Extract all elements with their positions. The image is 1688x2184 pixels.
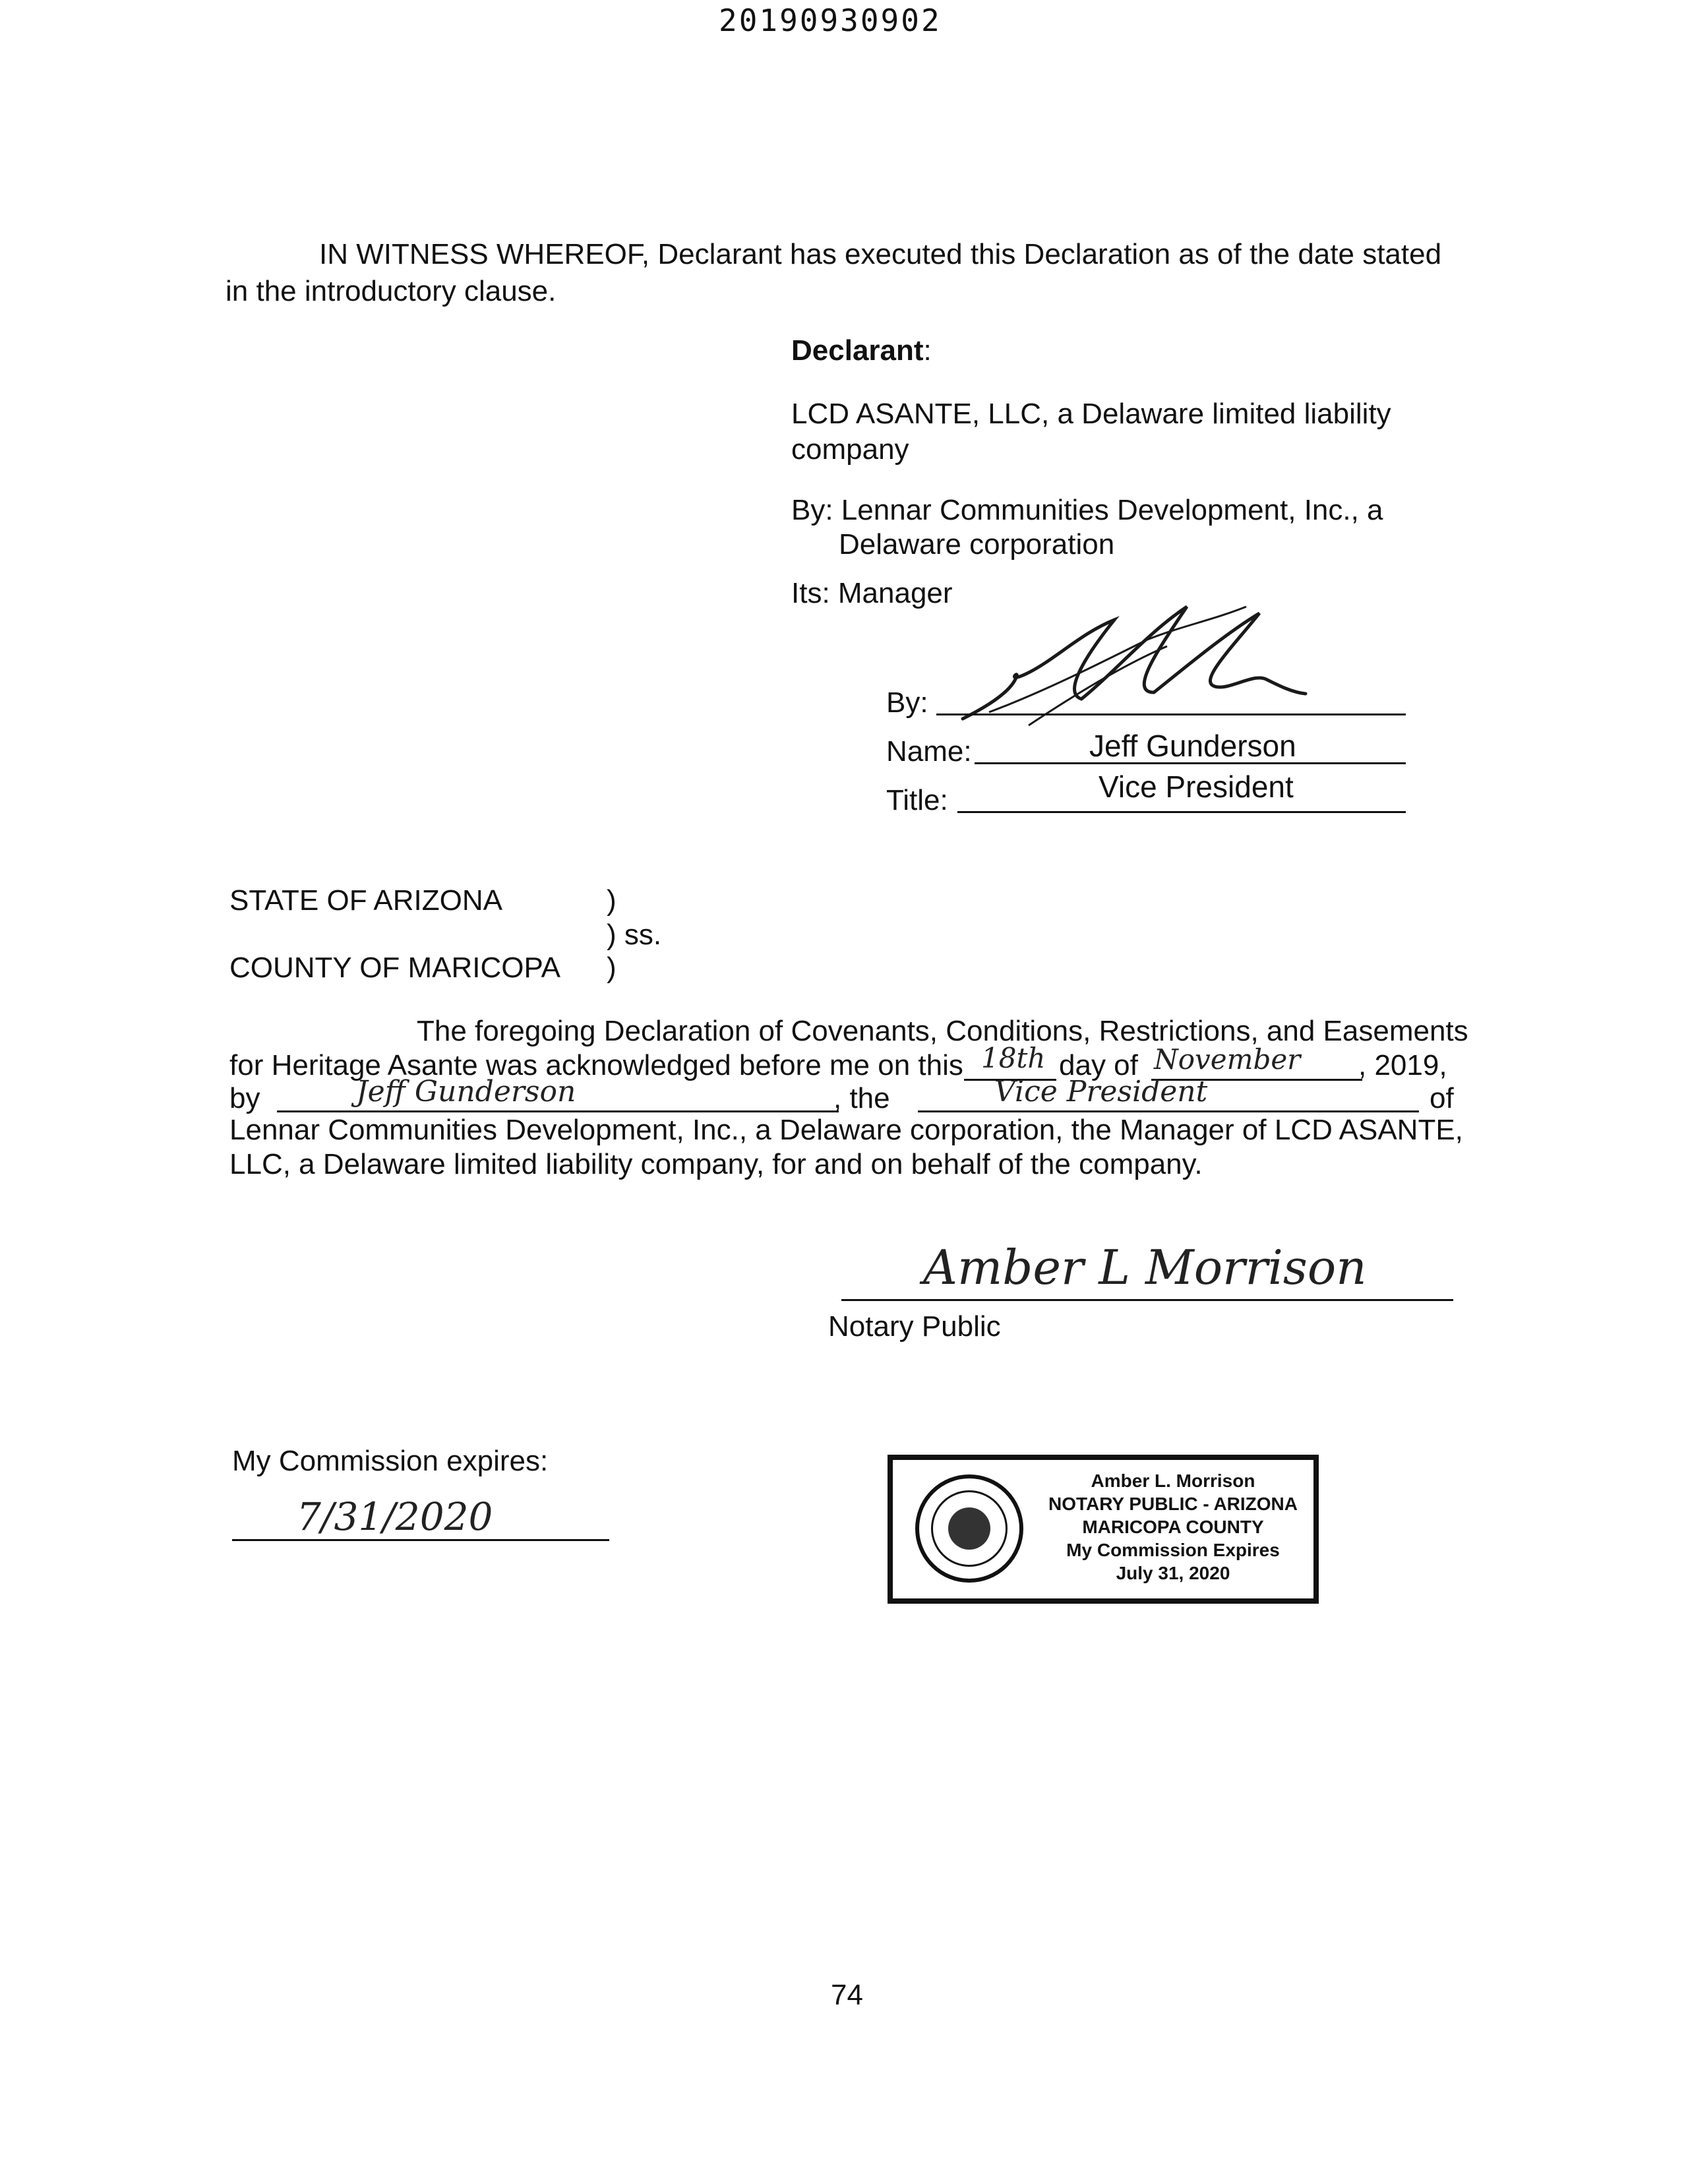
stamp-line-1: Amber L. Morrison bbox=[1091, 1471, 1255, 1491]
commission-expires-label: My Commission expires: bbox=[232, 1445, 549, 1477]
declarant-by-line-1: By: Lennar Communities Development, Inc., a bbox=[791, 494, 1383, 526]
ack-line-1: The foregoing Declaration of Covenants, Conditions, Restrictions, and Easements bbox=[417, 1015, 1468, 1047]
declarant-by-line-2: Delaware corporation bbox=[839, 528, 1115, 561]
venue-county: COUNTY OF MARICOPA bbox=[229, 952, 560, 984]
notary-public-label: Notary Public bbox=[828, 1310, 1001, 1343]
document-number: 20190930902 bbox=[719, 3, 942, 38]
ack-line-3-of: of bbox=[1430, 1082, 1454, 1114]
witness-clause-line-2: in the introductory clause. bbox=[226, 275, 557, 307]
ack-line-4: Lennar Communities Development, Inc., a Delaware corporation, the Manager of LCD ASANTE, bbox=[229, 1114, 1463, 1146]
stamp-line-3: MARICOPA COUNTY bbox=[1082, 1517, 1264, 1537]
signature-by-line bbox=[936, 713, 1406, 715]
venue-ss: ) ss. bbox=[607, 919, 662, 951]
ack-line-2-start: for Heritage Asante was acknowledged before me on this bbox=[229, 1049, 963, 1081]
declarant-heading-colon: : bbox=[923, 334, 932, 367]
ack-title-handwritten: Vice President bbox=[994, 1075, 1208, 1108]
ack-day-handwritten: 18th bbox=[981, 1042, 1046, 1074]
stamp-line-4: My Commission Expires bbox=[1066, 1540, 1280, 1560]
page-number: 74 bbox=[831, 1979, 863, 2011]
stamp-text bbox=[1038, 1469, 1308, 1585]
venue-state: STATE OF ARIZONA bbox=[229, 884, 502, 917]
ack-month-handwritten: November bbox=[1154, 1043, 1301, 1076]
signature-title-line bbox=[957, 811, 1406, 813]
notary-seal bbox=[915, 1474, 1023, 1583]
signature-name-line bbox=[975, 762, 1406, 764]
signature-name-value: Jeff Gunderson bbox=[1089, 729, 1296, 763]
declarant-company-line-1: LCD ASANTE, LLC, a Delaware limited liability bbox=[791, 398, 1391, 430]
ack-line-3-the: , the bbox=[833, 1082, 890, 1114]
declarant-heading-label: Declarant bbox=[791, 334, 924, 367]
declarant-heading bbox=[791, 334, 932, 369]
ack-line-3-by: by bbox=[229, 1082, 260, 1114]
venue-paren-close: ) bbox=[607, 952, 617, 984]
ack-line-5: LLC, a Delaware limited liability company, for and on behalf of the company. bbox=[229, 1148, 1203, 1180]
venue-paren-open: ) bbox=[607, 884, 617, 917]
signature-title-label: Title: bbox=[886, 784, 948, 816]
signature-title-value: Vice President bbox=[1099, 770, 1294, 804]
stamp-line-2: NOTARY PUBLIC - ARIZONA bbox=[1048, 1494, 1298, 1514]
ack-line-2-year: , 2019, bbox=[1358, 1049, 1447, 1081]
declarant-its: Its: Manager bbox=[791, 577, 953, 609]
commission-expires-date: 7/31/2020 bbox=[297, 1494, 493, 1539]
signature-name-label: Name: bbox=[886, 735, 972, 768]
signature-by-label: By: bbox=[886, 686, 928, 719]
ack-signer-handwritten: Jeff Gunderson bbox=[356, 1075, 576, 1108]
ack-signer-line bbox=[277, 1110, 839, 1112]
ack-title-line bbox=[918, 1110, 1419, 1112]
notary-signature: Amber L Morrison bbox=[923, 1240, 1367, 1295]
declarant-company-line-2: company bbox=[791, 433, 909, 466]
commission-expires-line bbox=[232, 1539, 609, 1541]
stamp-line-5: July 31, 2020 bbox=[1116, 1563, 1230, 1583]
notary-signature-line bbox=[841, 1299, 1453, 1301]
notary-stamp bbox=[888, 1455, 1319, 1604]
witness-clause-line-1: IN WITNESS WHEREOF, Declarant has executed this Declaration as of the date stated bbox=[319, 238, 1442, 270]
ack-line-2-dayof: day of bbox=[1059, 1049, 1138, 1081]
